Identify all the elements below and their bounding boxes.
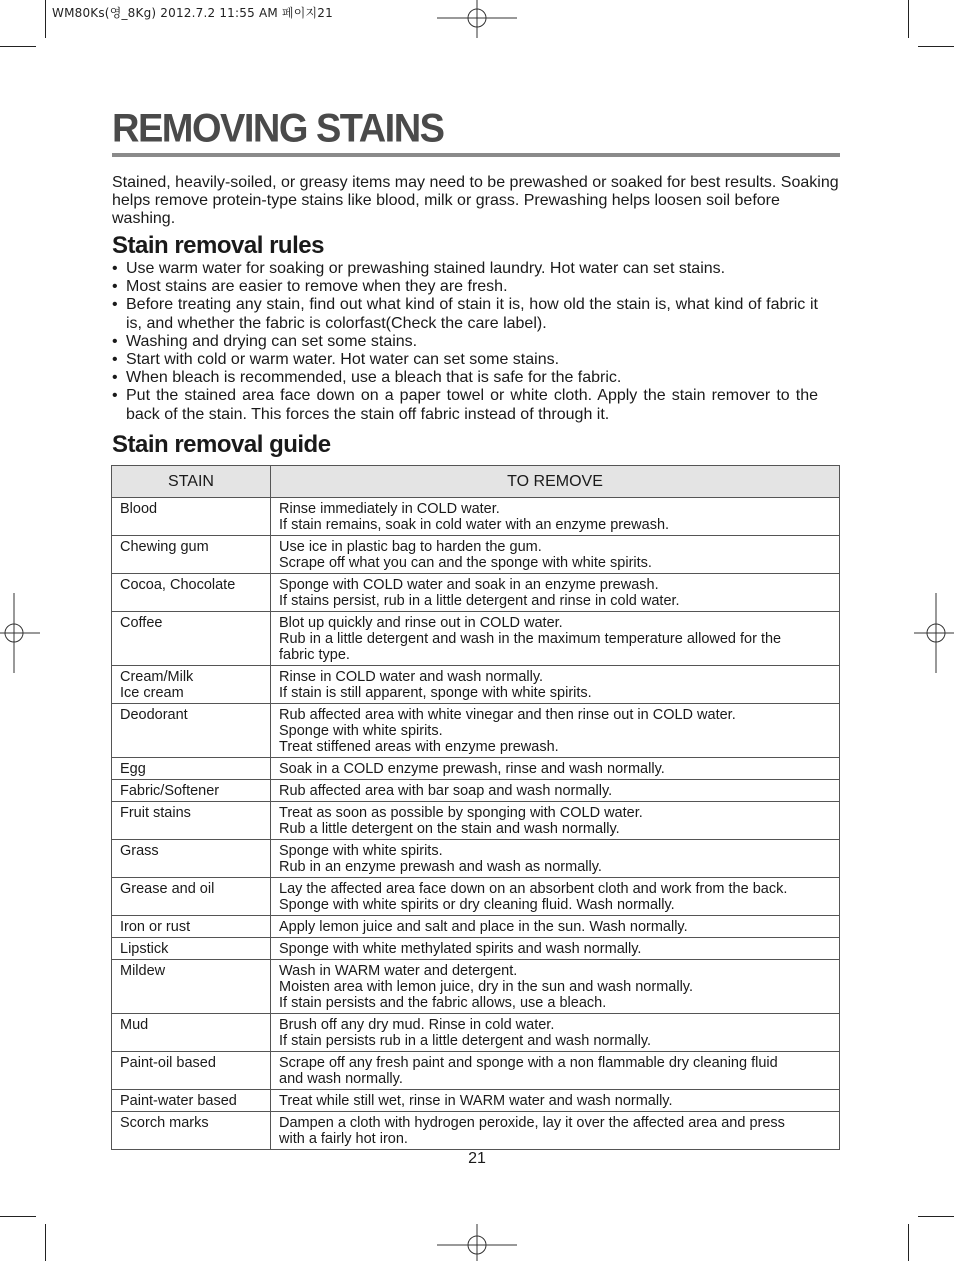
crop-mark-bottom-left-h (0, 1216, 36, 1217)
remove-instruction: Rub affected area with bar soap and wash normally. (279, 783, 613, 799)
remove-instruction: Apply lemon juice and salt and place in the sun. Wash normally. (279, 919, 688, 935)
print-header: WM80Ks(영_8Kg) 2012.7.2 11:55 AM 페이지21 (52, 6, 333, 20)
table-row (112, 840, 840, 878)
remove-cell (271, 840, 840, 878)
remove-instruction: Rub a little detergent on the stain and wash normally. (279, 821, 620, 837)
table-row (112, 574, 840, 612)
stain-cell (112, 758, 271, 780)
stain-cell (112, 574, 271, 612)
stain-cell (112, 1014, 271, 1052)
crop-mark-top-right-v (908, 0, 909, 38)
rule-item: • Use warm water for soaking or prewashing stained laundry. Hot water can set stains. (112, 260, 818, 278)
rule-item: • Before treating any stain, find out what kind of stain it is, how old the stain is, what kind of fabric it is, and whether the fabric is colorfast(Check the care label). (112, 296, 818, 332)
remove-instruction: Rinse in COLD water and wash normally. (279, 669, 544, 685)
stain-name: Iron or rust (120, 919, 191, 935)
remove-cell (271, 498, 840, 536)
remove-instruction: Rub affected area with white vinegar and then rinse out in COLD water. (279, 707, 736, 723)
rule-item: • Washing and drying can set some stains. (112, 333, 818, 351)
remove-instruction: Treat as soon as possible by sponging with COLD water. (279, 805, 643, 821)
remove-cell (271, 758, 840, 780)
stain-cell (112, 498, 271, 536)
stain-name: Coffee (120, 615, 163, 631)
stain-cell (112, 916, 271, 938)
rule-item: • Most stains are easier to remove when they are fresh. (112, 278, 818, 296)
remove-instruction: Lay the affected area face down on an absorbent cloth and work from the back. (279, 881, 788, 897)
rule-item: • When bleach is recommended, use a bleach that is safe for the fabric. (112, 369, 818, 387)
crop-mark-bottom-left-v (45, 1224, 46, 1261)
stain-cell (112, 960, 271, 1014)
remove-cell (271, 666, 840, 704)
remove-instruction: Sponge with COLD water and soak in an enzyme prewash. (279, 577, 659, 593)
remove-instruction: fabric type. (279, 647, 350, 663)
stain-cell (112, 840, 271, 878)
stain-cell (112, 612, 271, 666)
remove-cell (271, 960, 840, 1014)
stain-name: Egg (120, 761, 146, 777)
remove-instruction: If stains persist, rub in a little detergent and rinse in cold water. (279, 593, 680, 609)
stain-name: Mildew (120, 963, 166, 979)
remove-instruction: Treat stiffened areas with enzyme prewash. (279, 739, 559, 755)
registration-mark-bottom (437, 1224, 517, 1261)
table-row (112, 1112, 840, 1150)
stain-cell (112, 802, 271, 840)
remove-instruction: Sponge with white spirits. (279, 843, 443, 859)
stain-name: Cocoa, Chocolate (120, 577, 236, 593)
stain-name: Ice cream (120, 685, 184, 701)
remove-instruction: If stain persists and the fabric allows, use a bleach. (279, 995, 607, 1011)
stain-name: Blood (120, 501, 158, 517)
table-header-row (112, 466, 840, 498)
stain-cell (112, 704, 271, 758)
remove-instruction: Use ice in plastic bag to harden the gum. (279, 539, 542, 555)
table-row (112, 536, 840, 574)
stain-guide-table (111, 465, 840, 1150)
page-number: 21 (468, 1150, 486, 1167)
stain-name: Grass (120, 843, 159, 859)
stain-cell (112, 1052, 271, 1090)
stain-name: Chewing gum (120, 539, 209, 555)
stain-name: Scorch marks (120, 1115, 209, 1131)
registration-mark-left (0, 593, 40, 673)
remove-instruction: and wash normally. (279, 1071, 403, 1087)
remove-cell (271, 916, 840, 938)
table-row (112, 960, 840, 1014)
table-row (112, 878, 840, 916)
intro-paragraph: Stained, heavily-soiled, or greasy items may need to be prewashed or soaked for best results. Soaking helps remove protein-type stains like blood, milk or grass. Prewashing helps loosen soil before washing. (112, 174, 839, 227)
stain-name: Paint-water based (120, 1093, 237, 1109)
remove-cell (271, 704, 840, 758)
rules-list (112, 260, 818, 424)
crop-mark-top-left-h (0, 46, 36, 47)
table-row (112, 802, 840, 840)
remove-cell (271, 1052, 840, 1090)
remove-cell (271, 536, 840, 574)
table-row (112, 612, 840, 666)
table-row (112, 1090, 840, 1112)
remove-cell (271, 574, 840, 612)
stain-name: Cream/Milk (120, 669, 194, 685)
title-underline (112, 153, 840, 157)
remove-instruction: Wash in WARM water and detergent. (279, 963, 518, 979)
remove-instruction: Rinse immediately in COLD water. (279, 501, 500, 517)
stain-name: Deodorant (120, 707, 188, 723)
remove-instruction: Moisten area with lemon juice, dry in the sun and wash normally. (279, 979, 693, 995)
remove-cell (271, 802, 840, 840)
stain-cell (112, 938, 271, 960)
remove-instruction: with a fairly hot iron. (279, 1131, 408, 1147)
remove-instruction: Brush off any dry mud. Rinse in cold water. (279, 1017, 555, 1033)
page-title: REMOVING STAINS (112, 106, 444, 152)
table-row (112, 1052, 840, 1090)
table-row (112, 704, 840, 758)
remove-instruction: Rub in a little detergent and wash in the maximum temperature allowed for the (279, 631, 782, 647)
crop-mark-bottom-right-v (908, 1224, 909, 1261)
stain-name: Paint-oil based (120, 1055, 216, 1071)
table-row (112, 498, 840, 536)
header-stain: STAIN (112, 466, 271, 498)
remove-cell (271, 1014, 840, 1052)
remove-instruction: Sponge with white spirits or dry cleaning fluid. Wash normally. (279, 897, 675, 913)
table-row (112, 666, 840, 704)
stain-name: Grease and oil (120, 881, 215, 897)
guide-heading: Stain removal guide (112, 431, 331, 458)
stain-cell (112, 666, 271, 704)
registration-mark-top (437, 0, 517, 40)
remove-cell (271, 938, 840, 960)
table-row (112, 1014, 840, 1052)
stain-name: Fruit stains (120, 805, 191, 821)
stain-cell (112, 1112, 271, 1150)
remove-instruction: If stain remains, soak in cold water with an enzyme prewash. (279, 517, 670, 533)
remove-instruction: If stain is still apparent, sponge with white spirits. (279, 685, 592, 701)
remove-cell (271, 780, 840, 802)
stain-cell (112, 780, 271, 802)
rules-heading: Stain removal rules (112, 232, 324, 259)
remove-instruction: Sponge with white methylated spirits and wash normally. (279, 941, 642, 957)
remove-instruction: Scrape off any fresh paint and sponge with a non flammable dry cleaning fluid (279, 1055, 778, 1071)
remove-instruction: Sponge with white spirits. (279, 723, 443, 739)
stain-name: Lipstick (120, 941, 169, 957)
table-row (112, 916, 840, 938)
remove-cell (271, 1090, 840, 1112)
remove-cell (271, 1112, 840, 1150)
stain-cell (112, 1090, 271, 1112)
remove-cell (271, 878, 840, 916)
remove-instruction: If stain persists rub in a little detergent and wash normally. (279, 1033, 652, 1049)
stain-name: Mud (120, 1017, 149, 1033)
remove-instruction: Treat while still wet, rinse in WARM water and wash normally. (279, 1093, 673, 1109)
remove-instruction: Dampen a cloth with hydrogen peroxide, lay it over the affected area and press (279, 1115, 785, 1131)
rule-item: • Put the stained area face down on a paper towel or white cloth. Apply the stain remover to the back of the stain. This forces the stain off fabric instead of through it. (112, 387, 818, 423)
crop-mark-top-right-h (918, 46, 954, 47)
header-to-remove: TO REMOVE (271, 466, 840, 498)
table-row (112, 938, 840, 960)
rule-item: • Start with cold or warm water. Hot water can set some stains. (112, 351, 818, 369)
table-row (112, 780, 840, 802)
remove-instruction: Soak in a COLD enzyme prewash, rinse and wash normally. (279, 761, 665, 777)
remove-instruction: Scrape off what you can and the sponge with white spirits. (279, 555, 652, 571)
remove-instruction: Rub in an enzyme prewash and wash as normally. (279, 859, 602, 875)
table-row (112, 758, 840, 780)
remove-cell (271, 612, 840, 666)
crop-mark-top-left-v (45, 0, 46, 38)
stain-name: Fabric/Softener (120, 783, 220, 799)
stain-cell (112, 536, 271, 574)
registration-mark-right (914, 593, 954, 673)
remove-instruction: Blot up quickly and rinse out in COLD water. (279, 615, 563, 631)
crop-mark-bottom-right-h (918, 1216, 954, 1217)
stain-cell (112, 878, 271, 916)
